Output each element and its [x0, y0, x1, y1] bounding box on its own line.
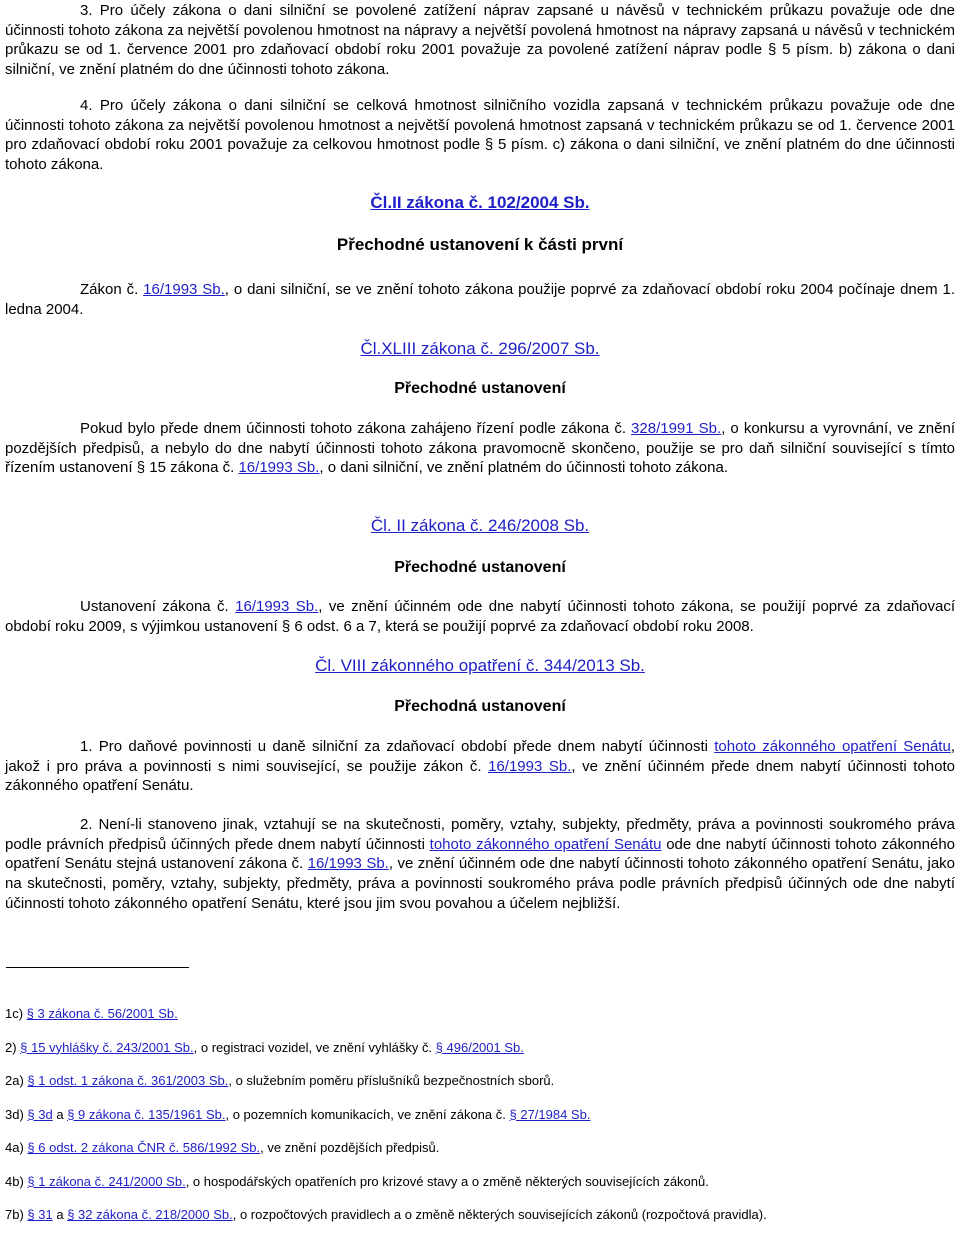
section-sign: §: [67, 1106, 79, 1122]
footnote-text: , o pozemních komunikacích, ve znění zákona č.: [225, 1106, 510, 1122]
footnote-item: [5, 1174, 709, 1190]
footnote-mark: 7b): [5, 1207, 28, 1222]
link-16-1993[interactable]: 16/1993 Sb.: [307, 855, 389, 873]
footnote-link[interactable]: § 27/1984 Sb.: [509, 1106, 591, 1122]
link-16-1993[interactable]: 16/1993 Sb.: [238, 459, 320, 477]
section-heading-246-2008: [5, 515, 955, 537]
footnote-text: , o rozpočtových pravidlech a o změně některých souvisejících zákonů (rozpočtová pravidla).: [232, 1207, 767, 1222]
section-sign: §: [509, 1106, 521, 1122]
section-3-paragraph: Ustanovení zákona č. 16/1993 Sb., ve znění účinném ode dne nabytí účinnosti tohoto zákona, se použijí poprvé za zdaňovací období roku 2009, s výjimkou ustanovení § 6 odst. 6 a 7, která se použijí poprvé za zdaňovací období roku 2008.: [5, 598, 956, 635]
footnote-link[interactable]: § 3 zákona č. 56/2001 Sb.: [26, 1006, 178, 1021]
section-heading-296-2007: [5, 338, 955, 360]
section-sign: §: [20, 1039, 32, 1055]
footnote-mark: 3d): [5, 1106, 28, 1122]
section-subheading-3: Přechodné ustanovení: [394, 559, 566, 576]
section-heading-344-2013: [5, 655, 955, 677]
footnote-link[interactable]: § 15 vyhlášky č. 243/2001 Sb.: [20, 1039, 194, 1055]
section-4-paragraph-1: 1. Pro daňové povinnosti u daně silniční za zdaňovací období přede dnem nabytí účinnosti tohoto zákonného opatření Senátu, jakož i pro práva a povinnosti s nimi související, se použije zákon č. 16/1993 Sb., ve znění účinném přede dnem nabytí účinnosti tohoto zákonného opatření Senátu.: [5, 738, 955, 795]
footnote-link[interactable]: § 1 zákona č. 241/2000 Sb.: [27, 1173, 186, 1189]
link-cl-viii-344-2013[interactable]: Čl. VIII zákonného opatření č. 344/2013 Sb.: [315, 656, 645, 675]
section-sign: §: [27, 1140, 39, 1155]
footnote-item: [5, 1207, 767, 1223]
footnote-link[interactable]: § 496/2001 Sb.: [435, 1039, 524, 1055]
footnote-mark: 2): [5, 1039, 21, 1055]
link-328-1991[interactable]: 328/1991 Sb.: [631, 420, 722, 437]
paragraph-3: 3. Pro účely zákona o dani silniční se povolené zatížení náprav zapsané u návěsů v technickém průkazu považuje ode dne účinnosti tohoto zákona za největší povolenou hmotnost na nápravy a největší povolená hmotnost na nápravy zapsaná u návěsů v technickém průkazu se od 1. července 2001 pro zdaňovací období roku 2001 považuje za povolené zatížení náprav podle § 5 písm. b) zákona o dani silniční, ve znění platném do dne účinnosti tohoto zákona.: [5, 2, 955, 79]
section-sign: §: [26, 1006, 38, 1021]
footnote-link[interactable]: § 3d: [27, 1106, 53, 1122]
paragraph-4: 4. Pro účely zákona o dani silniční se celková hmotnost silničního vozidla zapsaná v technickém průkazu považuje ode dne účinnosti tohoto zákona za největší povolenou hmotnost a největší povolená hmotnost zapsaná v technickém průkazu se od 1. července 2001 pro zdaňovací období roku 2001 považuje za celkovou hmotnost podle § 5 písm. c) zákona o dani silniční, ve znění platném do dne účinnosti tohoto zákona.: [5, 97, 955, 174]
section-sign: §: [27, 1073, 39, 1088]
section-4-paragraph-2: 2. Není-li stanoveno jinak, vztahují se na skutečnosti, poměry, vztahy, subjekty, předměty, práva a povinnosti soukromého práva podle právních předpisů účinných přede dnem nabytí účinnosti tohoto zákonného opatření Senátu ode dne nabytí účinnosti tohoto zákonného opatření Senátu stejná ustanovení zákona č. 16/1993 Sb., ve znění účinném ode dne nabytí účinnosti tohoto zákonného opatření Senátu, jako na skutečnosti, poměry, vztahy, subjekty, předměty, práva a povinnosti soukromého práva podle právních předpisů účinných ode dne nabytí účinnosti tohoto zákonného opatření Senátu, které jsou jim svou povahou a účelem nejbližší.: [5, 816, 956, 912]
footnote-text: , o služebním poměru příslušníků bezpečnostních sborů.: [228, 1073, 555, 1088]
section-2-paragraph: Pokud bylo přede dnem účinnosti tohoto zákona zahájeno řízení podle zákona č. 328/1991 Sb., o konkursu a vyrovnání, ve znění pozdějších předpisů, a nebylo do dne nabytí účinnosti tohoto zákona pravomocně skončeno, použije se pro daň silniční související s tímto řízením ustanovení § 15 zákona č. 16/1993 Sb., o dani silniční, ve znění platném do účinnosti tohoto zákona.: [5, 420, 955, 477]
footnote-text: a: [52, 1106, 68, 1122]
link-16-1993[interactable]: 16/1993 Sb.: [235, 598, 319, 615]
link-cl-ii-246-2008[interactable]: Čl. II zákona č. 246/2008 Sb.: [370, 516, 590, 535]
link-cl-ii-102-2004[interactable]: Čl.II zákona č. 102/2004 Sb.: [370, 193, 590, 212]
link-tohoto-zakonneho-opatreni[interactable]: tohoto zákonného opatření Senátu: [429, 835, 662, 853]
footnote-item: [5, 1107, 590, 1123]
footnote-mark: 2a): [5, 1073, 28, 1088]
footnote-link[interactable]: § 9 zákona č. 135/1961 Sb.: [67, 1106, 226, 1122]
footnote-text: , ve znění pozdějších předpisů.: [260, 1140, 440, 1155]
section-heading-102-2004: [5, 192, 955, 214]
section-sign: §: [27, 1173, 39, 1189]
footnote-text: a: [52, 1207, 68, 1222]
footnote-mark: 4a): [5, 1140, 28, 1155]
footnote-link[interactable]: § 31: [27, 1207, 53, 1222]
link-16-1993[interactable]: 16/1993 Sb.: [143, 281, 225, 298]
footnote-item: [5, 1040, 524, 1056]
footnote-text: , o registraci vozidel, ve znění vyhlášky č.: [193, 1039, 436, 1055]
section-sign: §: [67, 1207, 79, 1222]
footnote-mark: 4b): [5, 1173, 28, 1189]
link-tohoto-zakonneho-opatreni[interactable]: tohoto zákonného opatření Senátu: [714, 738, 951, 755]
footnote-item: [5, 1140, 439, 1156]
section-subheading-1: Přechodné ustanovení k části první: [336, 235, 624, 254]
section-1-paragraph: Zákon č. 16/1993 Sb., o dani silniční, se ve znění tohoto zákona použije poprvé za zdaňovací období roku 2004 počínaje dnem 1. ledna 2004.: [5, 281, 955, 318]
footnote-link[interactable]: § 1 odst. 1 zákona č. 361/2003 Sb.: [27, 1073, 229, 1088]
section-sign: §: [27, 1207, 39, 1222]
section-sign: §: [435, 1039, 447, 1055]
footnote-text: , o hospodářských opatřeních pro krizové stavy a o změně některých souvisejících zákonů.: [185, 1173, 709, 1189]
footnote-link[interactable]: § 32 zákona č. 218/2000 Sb.: [67, 1207, 233, 1222]
footnote-item: [5, 1006, 178, 1022]
footnote-link[interactable]: § 6 odst. 2 zákona ČNR č. 586/1992 Sb.: [27, 1140, 261, 1155]
link-cl-xliii-296-2007[interactable]: Čl.XLIII zákona č. 296/2007 Sb.: [360, 339, 600, 358]
section-subheading-2: Přechodné ustanovení: [394, 380, 566, 397]
footnote-divider: [6, 967, 189, 968]
section-subheading-4: Přechodná ustanovení: [394, 698, 566, 715]
link-16-1993[interactable]: 16/1993 Sb.: [488, 757, 572, 775]
footnote-mark: 1c): [5, 1006, 27, 1021]
section-sign: §: [27, 1106, 39, 1122]
footnote-item: [5, 1073, 554, 1089]
